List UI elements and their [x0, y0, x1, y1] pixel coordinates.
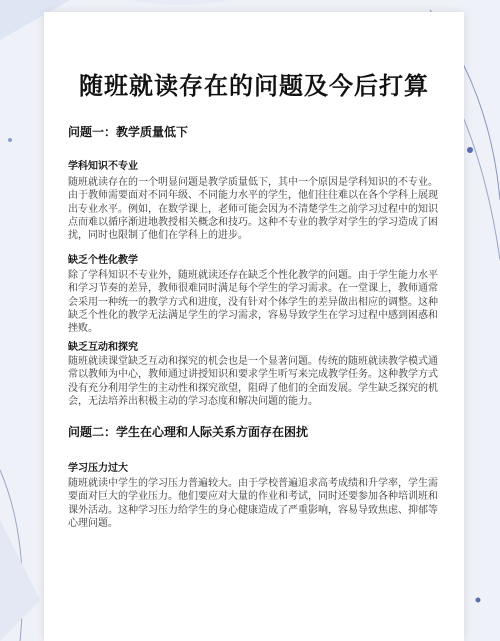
paragraph: 随班就读中学生的学习压力普遍较大。由于学校普遍追求高考成绩和升学率，学生需要面对巨大的学业压力。他们要应对大量的作业和考试，同时还要参加各种培训班和课外活动。这种学习压力给学生的身心健康造成了严重影响，容易导致焦虑、抑郁等心理问题。 [68, 478, 438, 529]
document-title: 随班就读存在的问题及今后打算 [79, 72, 429, 100]
paragraph: 除了学科知识不专业外，随班就读还存在缺乏个性化教学的问题。由于学生能力水平和学习节奏的差异，教师很难同时满足每个学生的学习需求。在一堂课上，教师通常会采用一种统一的教学方式和进度，没有针对个体学生的差异做出相应的调整。这种缺乏个性化的教学无法满足学生的学习需求，容易导致学生在学习过程中感到困惑和挫败。 [68, 270, 438, 335]
section-heading: 问题二：学生在心理和人际关系方面存在困扰 [68, 425, 309, 439]
section-heading: 问题一：教学质量低下 [68, 125, 189, 139]
subsection-heading: 缺乏互动和探究 [68, 342, 138, 353]
paragraph: 随班就读存在的一个明显问题是教学质量低下，其中一个原因是学科知识的不专业。由于教师需要面对不同年级、不同能力水平的学生，他们往往难以在各个学科上展现出专业水平。例如，在数学课上，老师可能会因为不清楚学生之前学习过程中的知识点而难以循序渐进地教授相关概念和技巧。这种不专业的教学对学生的学习造成了困扰，同时也限制了他们在学科上的进步。 [68, 177, 438, 242]
paragraph: 随班就读课堂缺乏互动和探究的机会也是一个显著问题。传统的随班就读教学模式通常以教师为中心，教师通过讲授知识和要求学生听写来完成教学任务。这种教学方式没有充分利用学生的主动性和探究欲望，阻碍了他们的全面发展。学生缺乏探究的机会，无法培养出积极主动的学习态度和解决问题的能力。 [68, 356, 438, 407]
subsection-heading: 学科知识不专业 [68, 161, 138, 172]
subsection-heading: 缺乏个性化教学 [68, 255, 138, 266]
subsection-heading: 学习压力过大 [68, 463, 128, 474]
